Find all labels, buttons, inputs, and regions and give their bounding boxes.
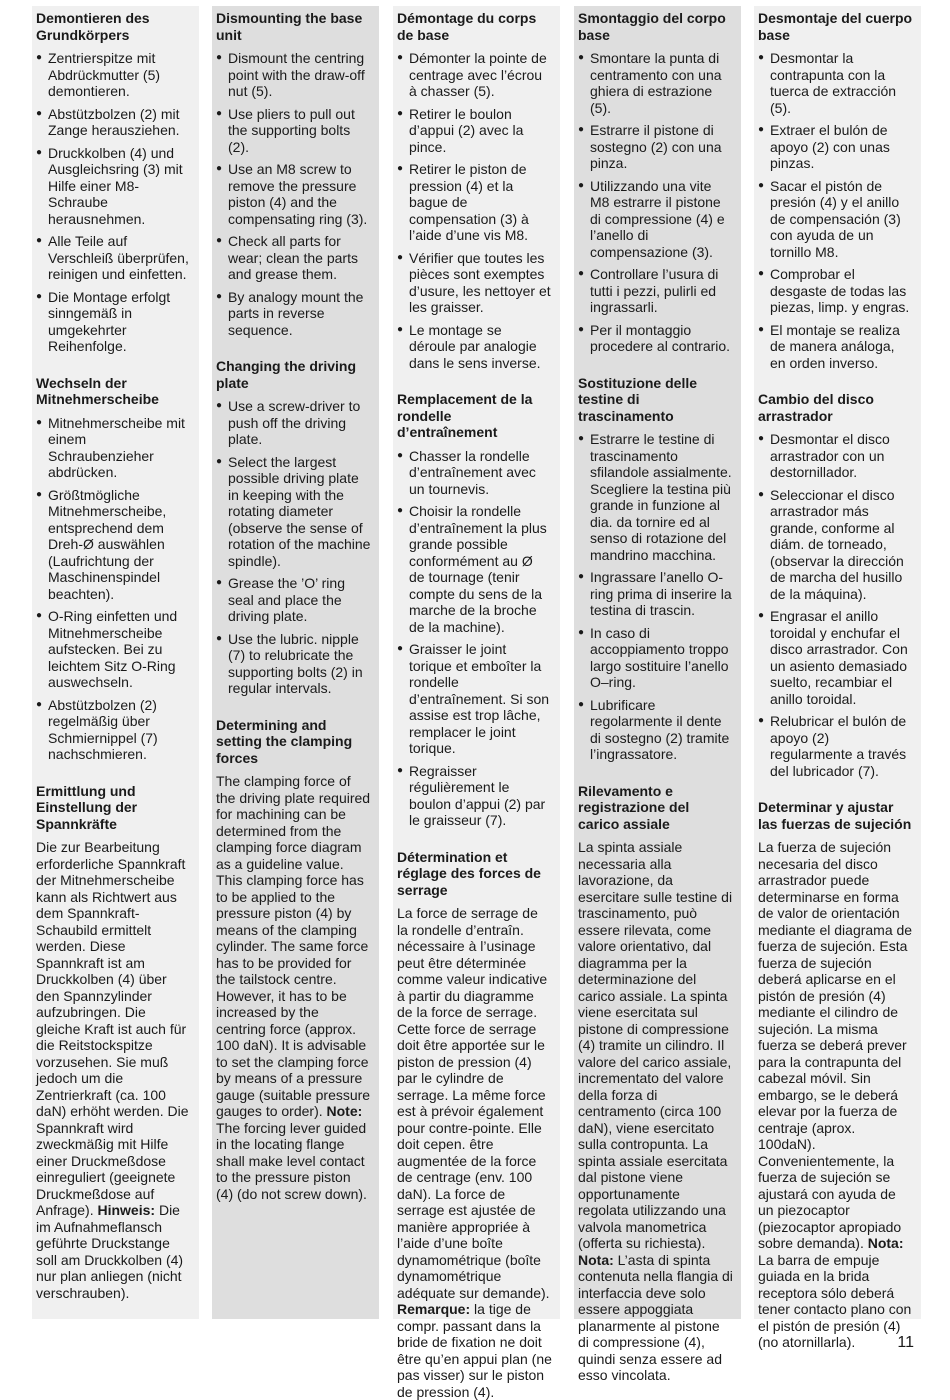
list-item: ● Vérifier que toutes les pièces sont exemptes d’usure, les nettoyer et les graisser. <box>397 250 552 316</box>
list-item: ● Retirer le piston de pression (4) et la bague de compensation (3) à l’aide d’une vis M8. <box>397 161 552 244</box>
instruction-list <box>397 50 552 371</box>
instruction-list <box>216 398 371 697</box>
list-item: ● In caso di accoppiamento troppo largo sostituire l’anello O–ring. <box>578 625 733 691</box>
list-item: ● Dismount the centring point with the draw-off nut (5). <box>216 50 371 100</box>
column-spanish <box>754 6 921 1319</box>
section-driving-plate <box>758 391 913 779</box>
list-item: ● Estrarre le testine di trascinamento sfilandole assialmente. Scegliere la testina più grande in funzione al dia. da tornire ed al senso di rotazione del mandrino macchina. <box>578 431 733 563</box>
note-text: The forcing lever guided in the locating flange shall make level contact to the pressure piston (4) (do not screw down). <box>216 1120 367 1202</box>
note-label: Hinweis: <box>97 1202 155 1218</box>
list-item: ● Ingrassare l’anello O-ring prima di inserire la testina di trascin. <box>578 569 733 619</box>
list-item: ● Abstützbolzen (2) regelmäßig über Schmiernippel (7) nachschmieren. <box>36 697 191 763</box>
list-item: ● Lubrificare regolarmente il dente di sostegno (2) tramite l’ingrassatore. <box>578 697 733 763</box>
list-item: ● Estrarre il pistone di sostegno (2) con una pinza. <box>578 122 733 172</box>
note-text: Die im Aufnahmeflansch geführte Druckstange soll am Druckkolben (4) nur plan anliegen (nicht verschrauben). <box>36 1202 183 1301</box>
section-heading: Démontage du corps de base <box>397 10 552 43</box>
list-item: ● Grease the ’O’ ring seal and place the driving plate. <box>216 575 371 625</box>
section-clamping-forces <box>216 717 371 1203</box>
list-item: ● Démonter la pointe de centrage avec l’écrou à chasser (5). <box>397 50 552 100</box>
section-heading: Desmontaje del cuerpo base <box>758 10 913 43</box>
section-dismount <box>397 10 552 371</box>
list-item: ● Utilizzando una vite M8 estrarre il pistone di compressione (4) e l’anello di compensazione (3). <box>578 178 733 261</box>
page-number: 11 <box>897 1334 914 1352</box>
list-item: ● Engrasar el anillo toroidal y enchufar el disco arrastrador. Con un asiento demasiado suelto, recambiar el anillo toroidal. <box>758 608 913 707</box>
list-item: ● Select the largest possible driving plate in keeping with the rotating diameter (observe the sense of rotation of the machine spindle). <box>216 454 371 570</box>
section-heading: Demontieren des Grundkörpers <box>36 10 191 43</box>
column-italian <box>574 6 741 1319</box>
body-paragraph <box>758 839 913 1351</box>
note-label: Nota: <box>578 1252 614 1268</box>
list-item: ● Druckkolben (4) und Ausgleichsring (3) mit Hilfe einer M8-Schraube herausnehmen. <box>36 145 191 228</box>
list-item: ● By analogy mount the parts in reverse sequence. <box>216 289 371 339</box>
note-label: Nota: <box>868 1235 904 1251</box>
list-item: ● Größtmögliche Mitnehmerscheibe, entsprechend dem Dreh-Ø auswählen (Laufrichtung der Maschinenspindel beachten). <box>36 487 191 603</box>
instruction-list <box>578 431 733 763</box>
section-clamping-forces <box>397 849 552 1400</box>
body-text: Die zur Bearbeitung erforderliche Spannkraft der Mitnehmerscheibe kann als Richtwert aus dem Spannkraft-Schaubild ermittelt werden. Diese Spannkraft ist am Druckkolben (4) über den Spannzylinder aufzubringen. Die gleiche Kraft ist auch für die Reitstockspitze vorzusehen. Sie muß jedoch um die Zentrierkraft (ca. 100 daN) erhöht werden. Die Spannkraft wird zweckmäßig mit Hilfe einer Druckmeßdose einreguliert (geeignete Druckmeßdose auf Anfrage). <box>36 839 189 1218</box>
body-paragraph <box>216 773 371 1202</box>
section-dismount <box>578 10 733 355</box>
list-item: ● Choisir la rondelle d’entraînement la plus grande possible conformément au Ø de tournage (tenir compte du sens de la marche de la broche de la machine). <box>397 503 552 635</box>
body-text: La fuerza de sujeción necesaria del disco arrastrador puede determinarse en forma de valor de orientación mediante el diagrama de fuerza de sujeción. Esta fuerza de sujeción deberá aplicarse en el pistón de presión (4) mediante el cilindro de sujeción. La misma fuerza se deberá prever para la contrapunta del cabezal móvil. Sin embargo, se le deberá elevar por la fuerza de centraje (aprox. 100daN). Convenientemente, la fuerza de sujeción se ajustará con ayuda de un piezocaptor (piezocaptor apropiado sobre demanda). <box>758 839 912 1251</box>
list-item: ● Per il montaggio procedere al contrario. <box>578 322 733 355</box>
list-item: ● Controllare l’usura di tutti i pezzi, pulirli ed ingrassarli. <box>578 266 733 316</box>
note-text: La barra de empuje guiada en la brida receptora sólo deberá tener contacto plano con el pistón de presión (4) (no atornillarla). <box>758 1252 911 1351</box>
section-dismount <box>36 10 191 355</box>
instruction-list <box>758 431 913 779</box>
list-item: ● O-Ring einfetten und Mitnehmerscheibe aufstecken. Bei zu leichtem Sitz O-Ring auswechseln. <box>36 608 191 691</box>
list-item: ● Use an M8 screw to remove the pressure piston (4) and the compensating ring (3). <box>216 161 371 227</box>
section-heading: Determinar y ajustar las fuerzas de sujeción <box>758 799 913 832</box>
note-label: Remarque: <box>397 1301 470 1317</box>
list-item: ● Zentrierspitze mit Abdrückmutter (5) demontieren. <box>36 50 191 100</box>
list-item: ● Comprobar el desgaste de todas las piezas, limp. y engras. <box>758 266 913 316</box>
section-heading: Remplacement de la rondelle d’entraînement <box>397 391 552 441</box>
note-label: Note: <box>327 1103 363 1119</box>
body-paragraph <box>397 905 552 1400</box>
list-item: ● Use a screw-driver to push off the driving plate. <box>216 398 371 448</box>
note-text: L’asta di spinta contenuta nella flangia di interfaccia deve solo essere appoggiata planarmente al pistone di compressione (4), quindi senza essere ad esso vincolata. <box>578 1252 733 1384</box>
body-text: La spinta assiale necessaria alla lavorazione, da esercitare sulle testine di trascinamento, può essere rilevata, come valore orientativo, dal diagramma per la determinazione del carico assiale. La spinta viene esercitata sul pistone di compressione (4) tramite un cilindro. Il valore del carico assiale, incrementato del valore della forza di centramento (circa 100 daN), viene esercitato sulla contropunta. La spinta assiale esercitata dal pistone viene opportunamente regolata utilizzando una valvola manometrica (offerta su richiesta). <box>578 839 732 1251</box>
body-paragraph <box>578 839 733 1384</box>
section-heading: Ermittlung und Einstellung der Spannkräfte <box>36 783 191 833</box>
section-heading: Smontaggio del corpo base <box>578 10 733 43</box>
list-item: ● Retirer le boulon d’appui (2) avec la pince. <box>397 106 552 156</box>
section-dismount <box>216 10 371 338</box>
column-french <box>393 6 560 1319</box>
section-driving-plate <box>216 358 371 697</box>
note-text: la tige de compr. passant dans la bride de fixation ne doit être qu’en appui plan (ne pas visser) sur le piston de pression (4). <box>397 1301 552 1400</box>
body-text: The clamping force of the driving plate required for machining can be determined from the clamping force diagram as a guideline value. This clamping force has to be applied to the pressure piston (4) by means of the clamping cylinder. The same force has to be provided for the tailstock centre. However, it has to be increased by the centring force (approx. 100 daN). It is advisable to set the clamping force by means of a pressure gauge (suitable pressure gauges to order). <box>216 773 370 1119</box>
section-heading: Cambio del disco arrastrador <box>758 391 913 424</box>
section-driving-plate <box>397 391 552 829</box>
instruction-list <box>758 50 913 371</box>
list-item: ● Mitnehmerscheibe mit einem Schraubenzieher abdrücken. <box>36 415 191 481</box>
section-heading: Détermination et réglage des forces de serrage <box>397 849 552 899</box>
section-heading: Dismounting the base unit <box>216 10 371 43</box>
section-driving-plate <box>36 375 191 763</box>
section-heading: Determining and setting the clamping forces <box>216 717 371 767</box>
section-clamping-forces <box>36 783 191 1302</box>
instruction-list <box>36 50 191 355</box>
body-paragraph <box>36 839 191 1301</box>
list-item: ● Alle Teile auf Verschleiß überprüfen, reinigen und einfetten. <box>36 233 191 283</box>
section-dismount <box>758 10 913 371</box>
column-german <box>32 6 199 1319</box>
list-item: ● Seleccionar el disco arrastrador más grande, conforme al diám. de torneado, (observar la dirección de marcha del husillo de la máquina). <box>758 487 913 603</box>
list-item: ● Regraisser régulièrement le boulon d’appui (2) par le graisseur (7). <box>397 763 552 829</box>
list-item: ● Die Montage erfolgt sinngemäß in umgekehrter Reihenfolge. <box>36 289 191 355</box>
list-item: ● Extraer el bulón de apoyo (2) con unas pinzas. <box>758 122 913 172</box>
list-item: ● Abstützbolzen (2) mit Zange herausziehen. <box>36 106 191 139</box>
instruction-list <box>578 50 733 355</box>
section-clamping-forces <box>758 799 913 1351</box>
section-heading: Changing the driving plate <box>216 358 371 391</box>
section-heading: Sostituzione delle testine di trascinamento <box>578 375 733 425</box>
list-item: ● Graisser le joint torique et emboîter la rondelle d’entraînement. Si son assise est trop lâche, remplacer le joint torique. <box>397 641 552 757</box>
section-heading: Rilevamento e registrazione del carico assiale <box>578 783 733 833</box>
list-item: ● Use the lubric. nipple (7) to relubricate the supporting bolts (2) in regular intervals. <box>216 631 371 697</box>
instruction-list <box>36 415 191 763</box>
section-heading: Wechseln der Mitnehmerscheibe <box>36 375 191 408</box>
list-item: ● El montaje se realiza de manera análoga, en orden inverso. <box>758 322 913 372</box>
list-item: ● Smontare la punta di centramento con una ghiera di estrazione (5). <box>578 50 733 116</box>
list-item: ● Desmontar el disco arrastrador con un destornillador. <box>758 431 913 481</box>
section-clamping-forces <box>578 783 733 1384</box>
instruction-list <box>397 448 552 829</box>
section-driving-plate <box>578 375 733 763</box>
list-item: ● Desmontar la contrapunta con la tuerca de extracción (5). <box>758 50 913 116</box>
list-item: ● Chasser la rondelle d’entraînement avec un tournevis. <box>397 448 552 498</box>
column-english <box>212 6 379 1319</box>
list-item: ● Use pliers to pull out the supporting bolts (2). <box>216 106 371 156</box>
instruction-list <box>216 50 371 338</box>
list-item: ● Check all parts for wear; clean the parts and grease them. <box>216 233 371 283</box>
list-item: ● Le montage se déroule par analogie dans le sens inverse. <box>397 322 552 372</box>
list-item: ● Sacar el pistón de presión (4) y el anillo de compensación (3) con ayuda de un tornillo M8. <box>758 178 913 261</box>
body-text: La force de serrage de la rondelle d’entraîn. nécessaire à l’usinage peut être déterminée comme valeur indicative à partir du diagramme de la force de serrage. Cette force de serrage doit être apportée sur le piston de pression (4) par le cylindre de serrage. La même force est à prévoir également pour contre-pointe. Elle doit cepen. être augmentée de la force de centrage (env. 100 daN). La force de serrage est ajustée de manière appropriée à l’aide d’une boîte dynamométrique (boîte dynamométrique adéquate sur demande). <box>397 905 550 1301</box>
list-item: ● Relubricar el bulón de apoyo (2) regularmente a través del lubricador (7). <box>758 713 913 779</box>
